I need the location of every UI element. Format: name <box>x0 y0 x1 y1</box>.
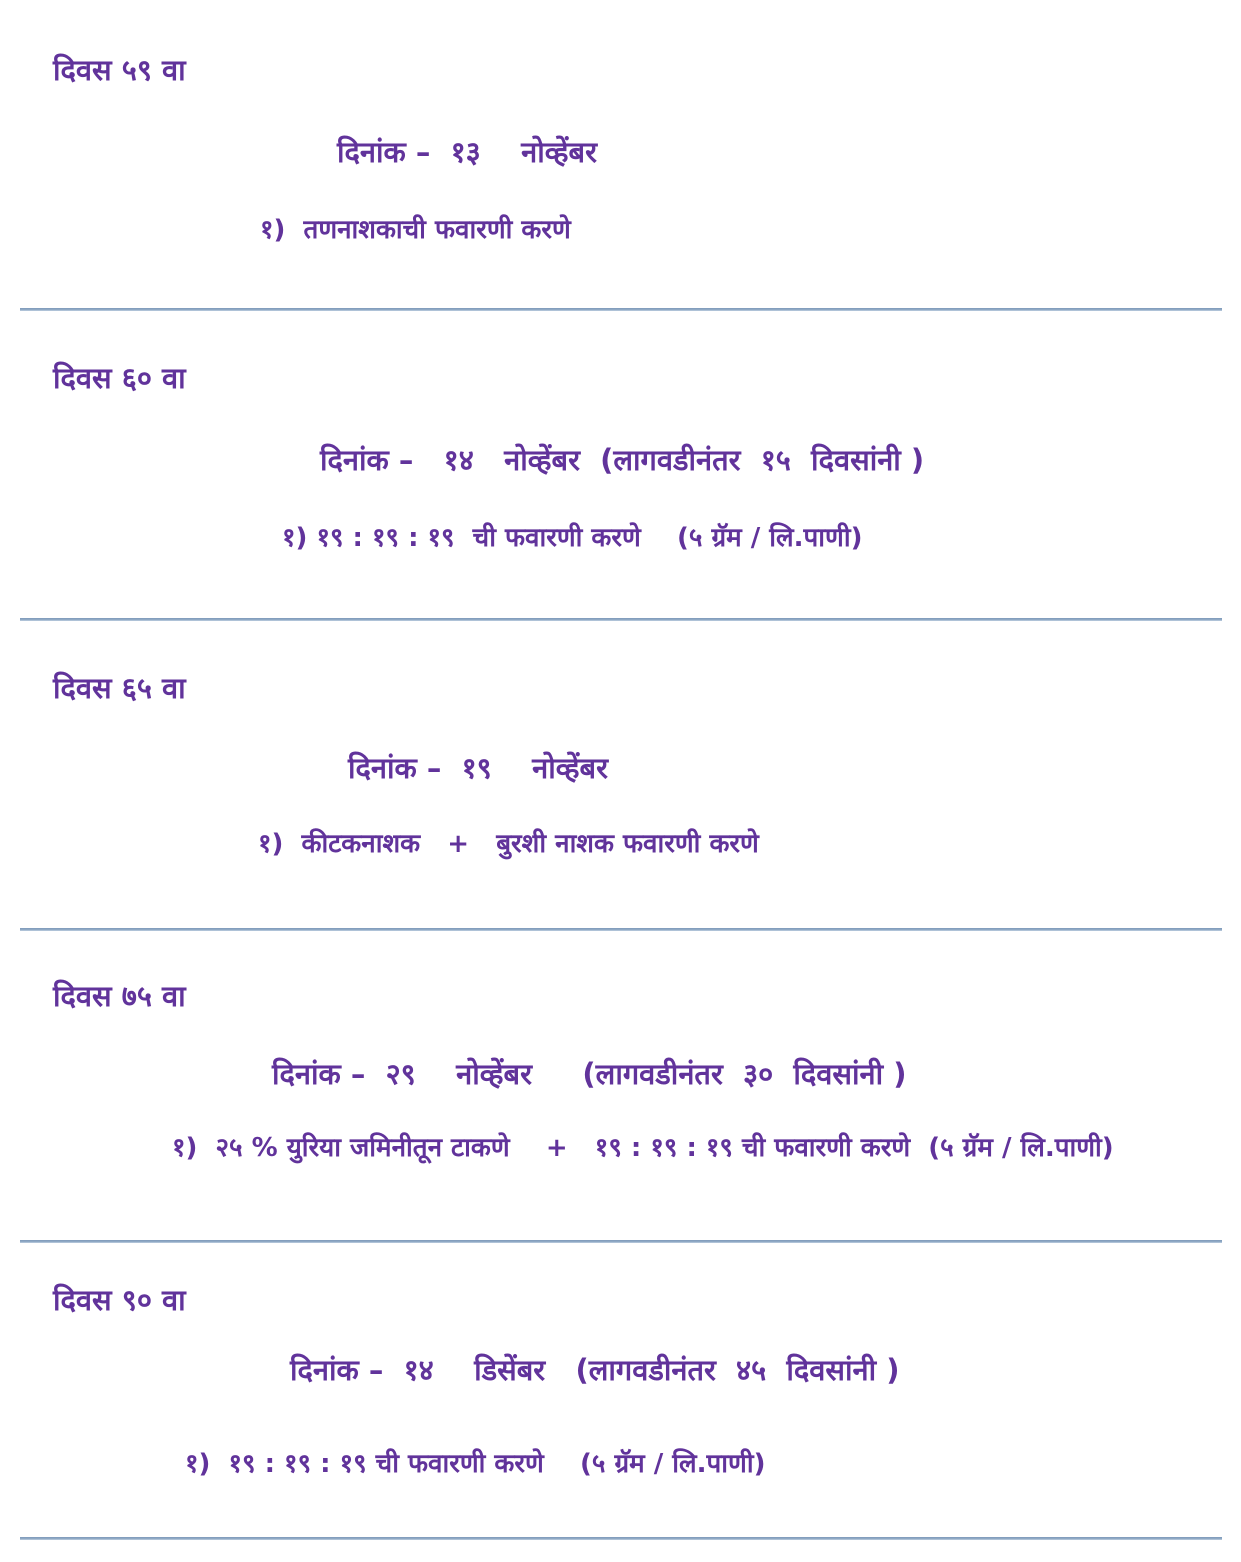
task-item: १) १९ : १९ : १९ ची फवारणी करणे (५ ग्रॅम / लि.पाणी) <box>185 1449 766 1479</box>
task-item: १) २५ % युरिया जमिनीतून टाकणे + १९ : १९ : १९ ची फवारणी करणे (५ ग्रॅम / लि.पाणी) <box>172 1133 1114 1163</box>
date-heading: दिनांक – १९ नोव्हेंबर <box>348 751 608 785</box>
task-item: १) कीटकनाशक + बुरशी नाशक फवारणी करणे <box>258 829 759 859</box>
day-heading: दिवस ५९ वा <box>53 53 186 87</box>
section-divider <box>20 1240 1222 1243</box>
date-heading: दिनांक – २९ नोव्हेंबर (लागवडीनंतर ३० दिवसांनी ) <box>272 1057 907 1091</box>
section-divider <box>20 928 1222 931</box>
task-item: १) १९ : १९ : १९ ची फवारणी करणे (५ ग्रॅम / लि.पाणी) <box>282 523 863 553</box>
day-heading: दिवस ७५ वा <box>53 979 186 1013</box>
date-heading: दिनांक – १४ डिसेंबर (लागवडीनंतर ४५ दिवसांनी ) <box>290 1353 900 1387</box>
section-divider <box>20 618 1222 621</box>
date-heading: दिनांक – १३ नोव्हेंबर <box>337 135 597 169</box>
section-divider <box>20 1537 1222 1540</box>
task-item: १) तणनाशकाची फवारणी करणे <box>260 215 571 245</box>
date-heading: दिनांक – १४ नोव्हेंबर (लागवडीनंतर १५ दिवसांनी ) <box>320 443 925 477</box>
day-heading: दिवस ६० वा <box>53 361 186 395</box>
section-divider <box>20 308 1222 311</box>
day-heading: दिवस ६५ वा <box>53 671 186 705</box>
day-heading: दिवस ९० वा <box>53 1283 186 1317</box>
